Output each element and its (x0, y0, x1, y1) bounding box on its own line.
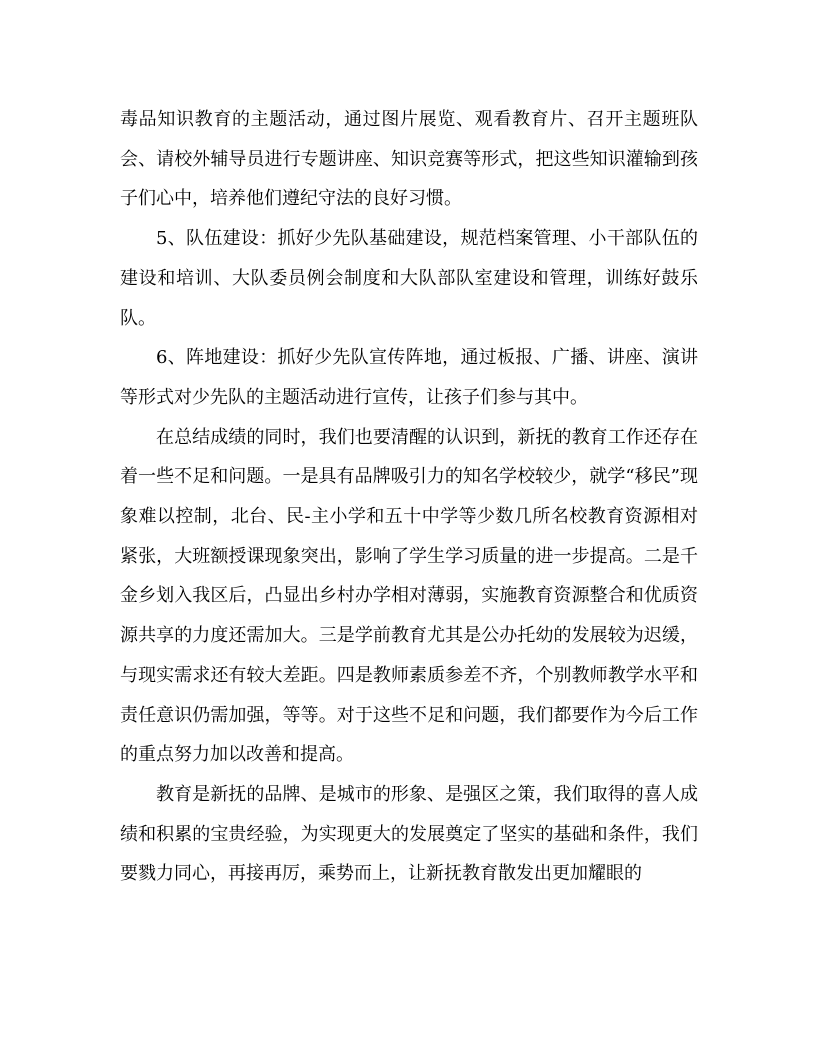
paragraph-4: 在总结成绩的同时，我们也要清醒的认识到，新抚的教育工作还存在着一些不足和问题。一是具有品牌吸引力的知名学校较少，就学“移民”现象难以控制，北台、民-主小学和五十中学等少数几所名校教育资源相对紧张，大班额授课现象突出，影响了学生学习质量的进一步提高。二是千金乡划入我区后，凸显出乡村办学相对薄弱，实施教育资源整合和优质资源共享的力度还需加大。三是学前教育尤其是公办托幼的发展较为迟缓，与现实需求还有较大差距。四是教师素质参差不齐，个别教师教学水平和责任意识仍需加强，等等。对于这些不足和问题，我们都要作为今后工作的重点努力加以改善和提高。 (120, 426, 698, 766)
paragraph-1: 毒品知识教育的主题活动，通过图片展览、观看教育片、召开主题班队会、请校外辅导员进行专题讲座、知识竞赛等形式，把这些知识灌输到孩子们心中，培养他们遵纪守法的良好习惯。 (120, 109, 698, 210)
paragraph-2: 5、队伍建设：抓好少先队基础建设，规范档案管理、小干部队伍的建设和培训、大队委员例会制度和大队部队室建设和管理，训练好鼓乐队。 (120, 228, 698, 329)
paragraph-5: 教育是新抚的品牌、是城市的形象、是强区之策，我们取得的喜人成绩和积累的宝贵经验，为实现更大的发展奠定了坚实的基础和条件，我们要戮力同心，再接再厉，乘势而上，让新抚教育散发出更加耀眼的 (120, 783, 698, 885)
body-text (120, 100, 698, 894)
paragraph-3: 6、阵地建设：抓好少先队宣传阵地，通过板报、广播、讲座、演讲等形式对少先队的主题活动进行宣传，让孩子们参与其中。 (120, 347, 698, 408)
